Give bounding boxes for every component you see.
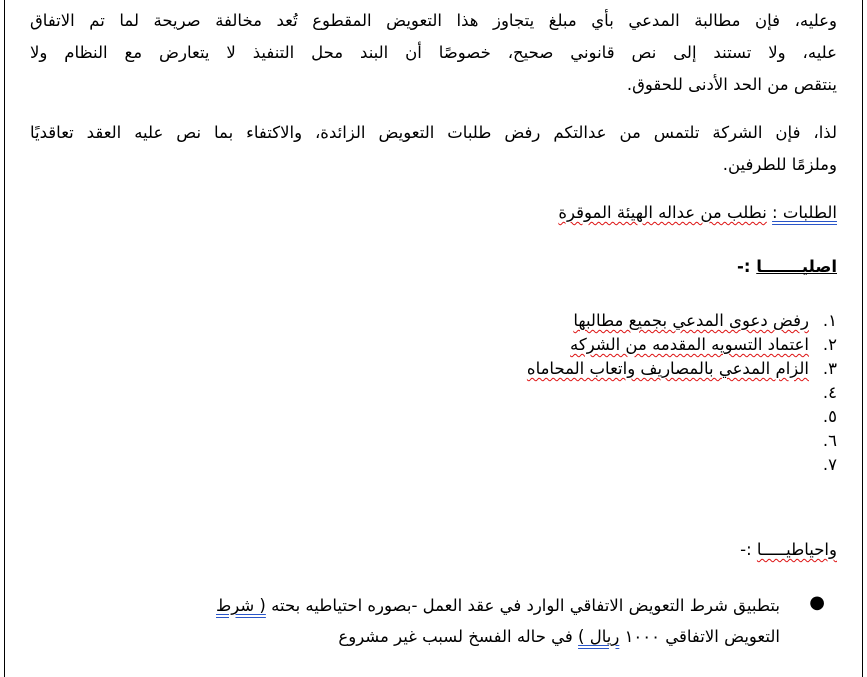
primary-heading <box>737 254 837 280</box>
list-number: ٧. <box>822 455 837 474</box>
list-number: ١. <box>822 311 837 330</box>
bullet-icon: ● <box>809 592 825 613</box>
primary-heading-label: اصليـــــــا <box>756 257 837 276</box>
list-item <box>809 429 837 453</box>
reserve-bullet-line2 <box>338 624 780 650</box>
list-text: اعتماد التسويه المقدمه من الشركه <box>570 335 809 354</box>
list-number: ٤. <box>822 383 837 402</box>
requests-text: نطلب من عداله الهيئة الموقرة <box>558 203 767 222</box>
list-number: ٥. <box>822 407 837 426</box>
list-text: الزام المدعي بالمصاريف واتعاب المحاماه <box>526 359 809 378</box>
list-number: ٢. <box>822 335 837 354</box>
list-number: ٦. <box>822 431 837 450</box>
requests-heading <box>558 200 837 226</box>
list-number: ٣. <box>822 359 837 378</box>
paragraph1-line2: عليه، ولا تستند إلى نص قانوني صحيح، خصوصًا أن البند محل التنفيذ لا يتعارض مع النظام ولا <box>30 43 837 62</box>
reserve-bullet-line1 <box>216 593 780 619</box>
reserve-text-1b: ( شرط <box>216 596 266 615</box>
reserve-text-2c: في حاله الفسخ لسبب غير مشروع <box>338 627 579 646</box>
requests-label: الطلبات : <box>772 203 837 222</box>
reserve-text-2b: ريال ) <box>578 627 620 646</box>
list-item <box>809 381 837 405</box>
reserve-text-1a: بتطبيق شرط التعويض الاتفاقي الوارد في عقد العمل -بصوره احتياطيه بحته <box>265 596 780 615</box>
reserve-heading-suffix: :- <box>740 540 757 559</box>
list-item <box>573 309 837 333</box>
list-item <box>570 333 837 357</box>
list-item <box>809 453 837 477</box>
primary-heading-suffix: :- <box>737 257 757 276</box>
paragraph2-line2: وملزمًا للطرفين. <box>722 155 837 174</box>
paragraph2-line1: لذا، فإن الشركة تلتمس من عدالتكم رفض طلبات التعويض الزائدة، والاكتفاء بما نص عليه العقد تعاقديًا <box>30 123 837 142</box>
reserve-text-2a: التعويض الاتفاقي ١٠٠٠ <box>619 627 780 646</box>
paragraph1-line1: وعليه، فإن مطالبة المدعي بأي مبلغ يتجاوز هذا التعويض المقطوع تُعد مخالفة صريحة لما تم الاتفاق <box>30 11 837 30</box>
reserve-heading <box>740 537 837 563</box>
paragraph1-line3: ينتقص من الحد الأدنى للحقوق. <box>626 75 837 94</box>
reserve-heading-label: واحياطيـــــا <box>756 540 837 559</box>
list-item <box>809 405 837 429</box>
list-item <box>527 357 837 381</box>
list-text: رفض دعوى المدعي بجميع مطالبها <box>573 311 809 330</box>
